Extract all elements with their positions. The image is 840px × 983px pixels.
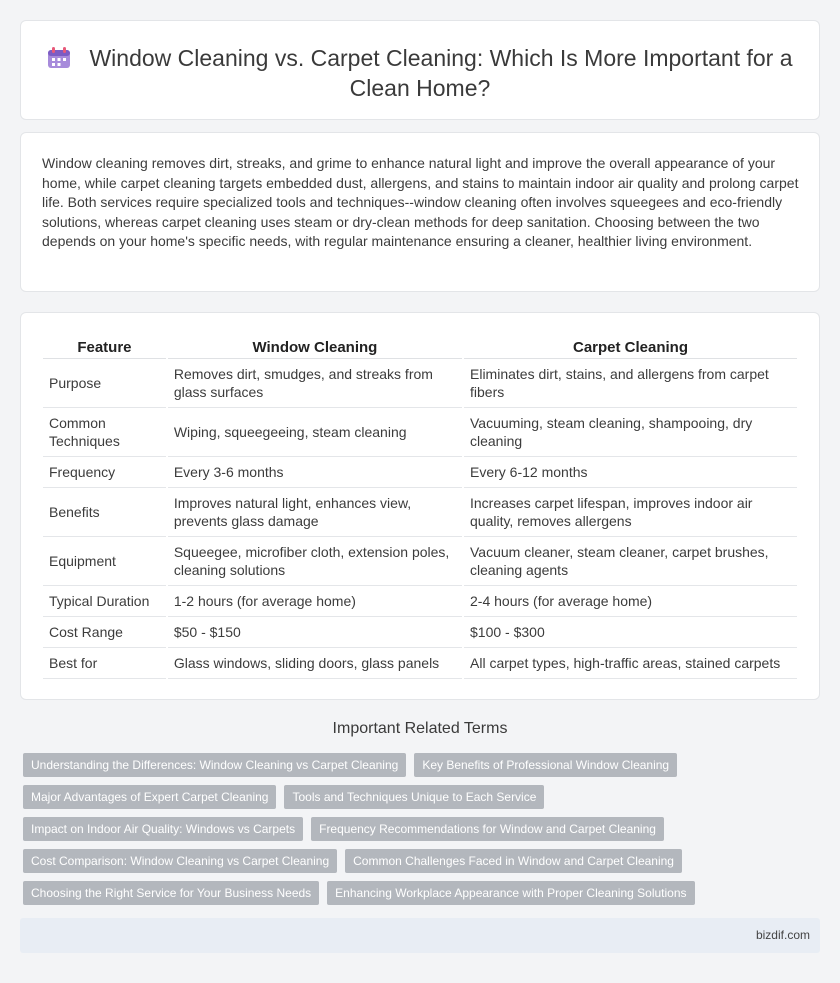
row-carpet: Every 6-12 months — [464, 457, 797, 488]
related-term-tag[interactable]: Choosing the Right Service for Your Business Needs — [23, 881, 319, 905]
row-window: Removes dirt, smudges, and streaks from glass surfaces — [168, 359, 462, 408]
table-row — [43, 537, 797, 586]
row-window: Wiping, squeegeeing, steam cleaning — [168, 408, 462, 457]
calendar-icon — [47, 47, 71, 69]
comparison-card — [20, 312, 820, 700]
related-term-tag[interactable]: Frequency Recommendations for Window and Carpet Cleaning — [311, 817, 664, 841]
tag-row — [23, 753, 823, 777]
tag-row — [23, 881, 823, 905]
table-row — [43, 586, 797, 617]
related-term-tag[interactable]: Tools and Techniques Unique to Each Service — [284, 785, 544, 809]
tag-row — [23, 785, 823, 809]
table-row — [43, 617, 797, 648]
row-carpet: Increases carpet lifespan, improves indoor air quality, removes allergens — [464, 488, 797, 537]
row-feature: Purpose — [43, 359, 166, 408]
tag-row — [23, 849, 823, 873]
related-terms-title: Important Related Terms — [332, 720, 508, 737]
row-window: Improves natural light, enhances view, prevents glass damage — [168, 488, 462, 537]
related-term-tag[interactable]: Enhancing Workplace Appearance with Proper Cleaning Solutions — [327, 881, 694, 905]
comparison-table — [41, 333, 799, 679]
row-carpet: 2-4 hours (for average home) — [464, 586, 797, 617]
page-title: Window Cleaning vs. Carpet Cleaning: Which Is More Important for a Clean Home? — [89, 45, 793, 101]
row-feature: Best for — [43, 648, 166, 679]
table-row — [43, 359, 797, 408]
tag-row — [23, 817, 823, 841]
row-carpet: Vacuum cleaner, steam cleaner, carpet brushes, cleaning agents — [464, 537, 797, 586]
row-carpet: Eliminates dirt, stains, and allergens from carpet fibers — [464, 359, 797, 408]
row-carpet: Vacuuming, steam cleaning, shampooing, dry cleaning — [464, 408, 797, 457]
row-feature: Frequency — [43, 457, 166, 488]
related-term-tag[interactable]: Impact on Indoor Air Quality: Windows vs Carpets — [23, 817, 303, 841]
related-term-tag[interactable]: Key Benefits of Professional Window Cleaning — [414, 753, 677, 777]
related-term-tag[interactable]: Major Advantages of Expert Carpet Cleaning — [23, 785, 276, 809]
row-window: 1-2 hours (for average home) — [168, 586, 462, 617]
row-window: Squeegee, microfiber cloth, extension poles, cleaning solutions — [168, 537, 462, 586]
header-window-cleaning: Window Cleaning — [168, 333, 462, 359]
row-carpet: All carpet types, high-traffic areas, stained carpets — [464, 648, 797, 679]
row-carpet: $100 - $300 — [464, 617, 797, 648]
related-term-tag[interactable]: Cost Comparison: Window Cleaning vs Carpet Cleaning — [23, 849, 337, 873]
page-title-wrap — [21, 43, 819, 103]
related-terms-tags — [23, 753, 823, 913]
row-window: Every 3-6 months — [168, 457, 462, 488]
table-row — [43, 457, 797, 488]
table-row — [43, 488, 797, 537]
row-feature: Benefits — [43, 488, 166, 537]
row-window: $50 - $150 — [168, 617, 462, 648]
related-term-tag[interactable]: Understanding the Differences: Window Cleaning vs Carpet Cleaning — [23, 753, 406, 777]
table-header-row — [43, 333, 797, 359]
footer-bar — [20, 918, 820, 953]
header-carpet-cleaning: Carpet Cleaning — [464, 333, 797, 359]
table-row — [43, 648, 797, 679]
intro-card — [20, 132, 820, 292]
footer-site-link[interactable]: bizdif.com — [755, 928, 810, 942]
row-feature: Typical Duration — [43, 586, 166, 617]
related-term-tag[interactable]: Common Challenges Faced in Window and Carpet Cleaning — [345, 849, 682, 873]
row-feature: Equipment — [43, 537, 166, 586]
title-card — [20, 20, 820, 120]
table-row — [43, 408, 797, 457]
row-feature: Common Techniques — [43, 408, 166, 457]
row-window: Glass windows, sliding doors, glass panels — [168, 648, 462, 679]
header-feature: Feature — [43, 333, 166, 359]
intro-paragraph: Window cleaning removes dirt, streaks, and grime to enhance natural light and improve the overall appearance of your home, while carpet cleaning targets embedded dust, allergens, and stains to maintain indoor air quality and prolong carpet life. Both services require specialized tools and techniques--window cleaning often involves squeegees and eco-friendly solutions, whereas carpet cleaning uses steam or dry-clean methods for deep sanitation. Choosing between the two depends on your home's specific needs, with regular maintenance ensuring a cleaner, healthier living environment. — [42, 155, 799, 250]
row-feature: Cost Range — [43, 617, 166, 648]
